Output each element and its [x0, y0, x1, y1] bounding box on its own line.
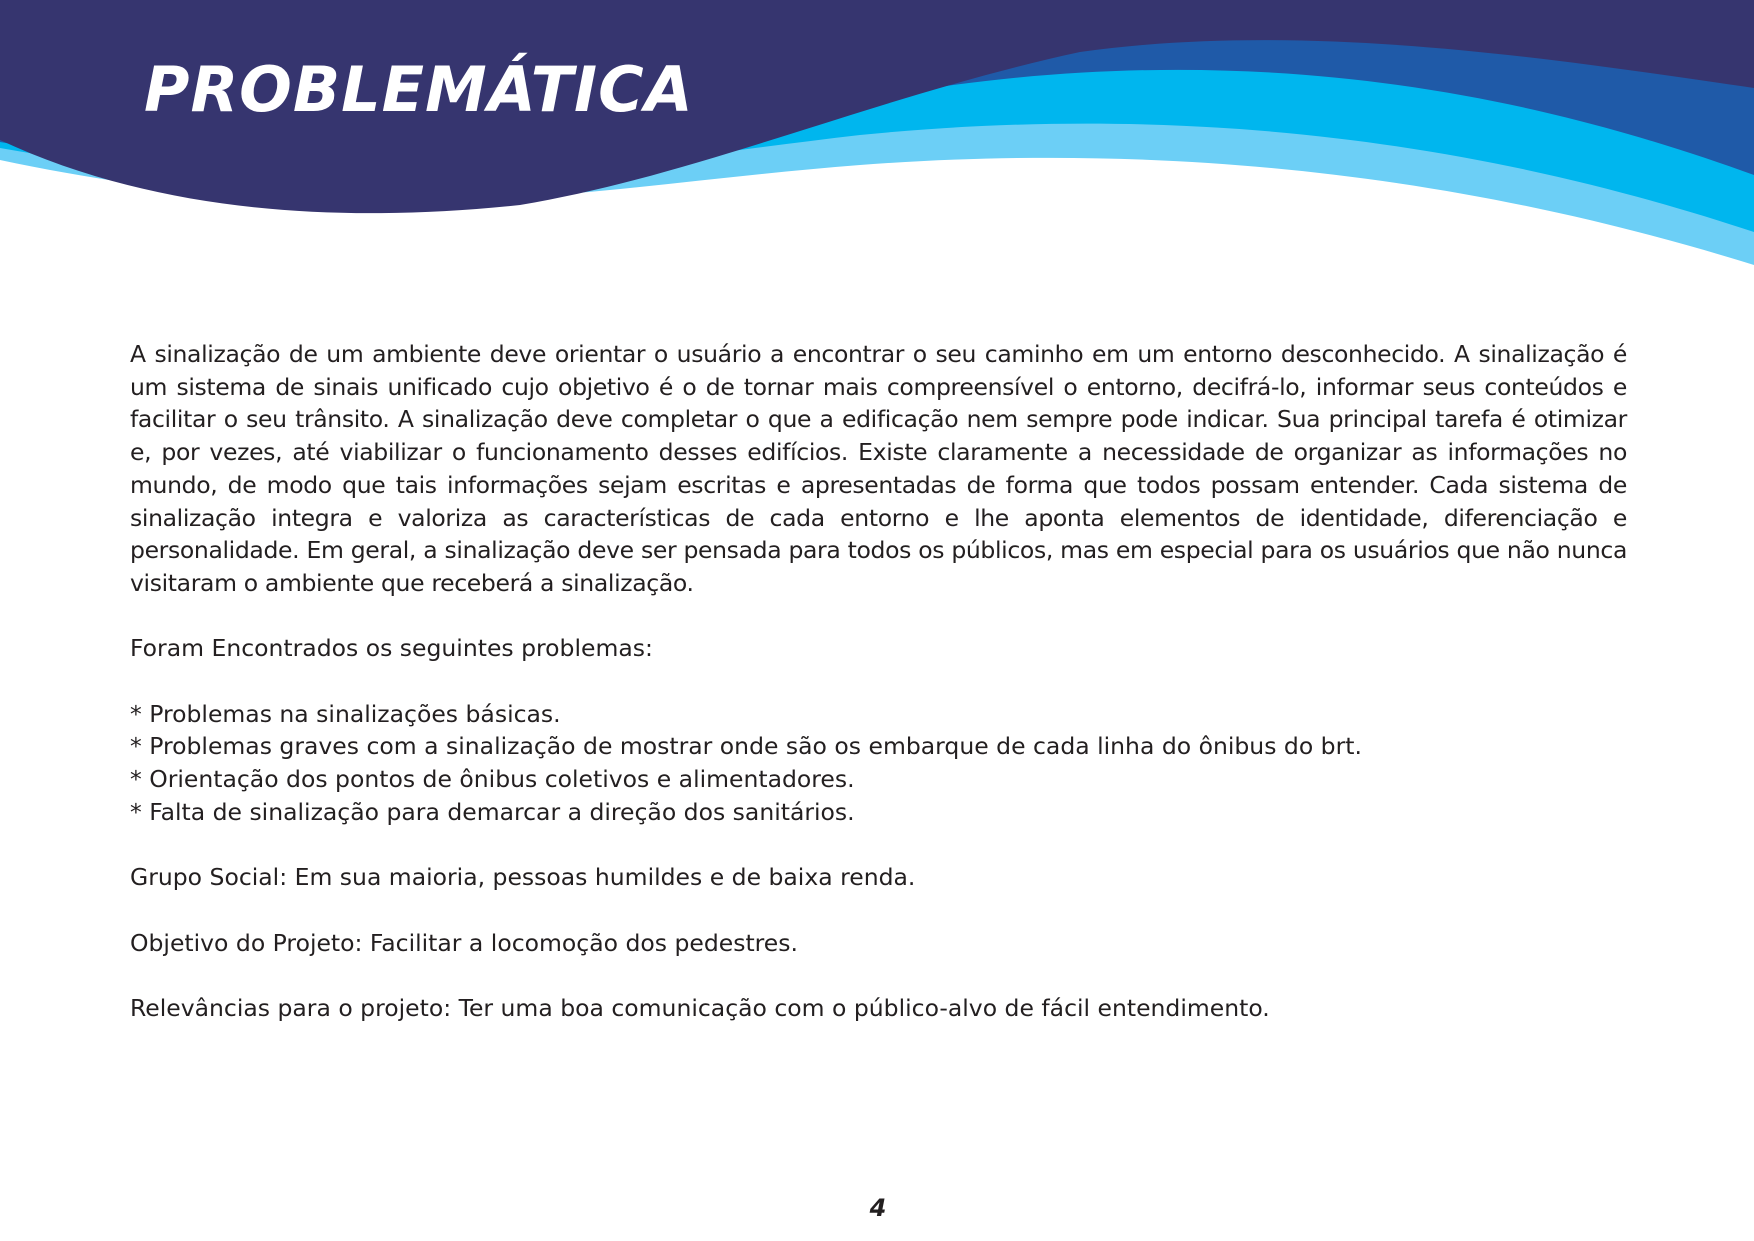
list-item: * Orientação dos pontos de ônibus coletivos e alimentadores.	[130, 765, 855, 794]
project-objective-text: Objetivo do Projeto: Facilitar a locomoção dos pedestres.	[130, 928, 798, 957]
page-title: PROBLEMÁTICA	[144, 53, 694, 126]
project-relevance-text: Relevâncias para o projeto: Ter uma boa comunicação com o público-alvo de fácil entendimento.	[130, 993, 1270, 1022]
social-group-text: Grupo Social: Em sua maioria, pessoas humildes e de baixa renda.	[130, 863, 916, 892]
problem-list	[130, 698, 1627, 829]
problems-intro: Foram Encontrados os seguintes problemas:	[130, 634, 653, 663]
list-item: * Problemas na sinalizações básicas.	[130, 699, 561, 728]
header-wave-banner	[0, 0, 1754, 280]
intro-paragraph: A sinalização de um ambiente deve orientar o usuário a encontrar o seu caminho em um entorno desconhecido. A sinalização é um sistema de sinais unificado cujo objetivo é o de tornar mais compreensível o entorno, decifrá-lo, informar seus conteúdos e facilitar o seu trânsito. A sinalização deve completar o que a edificação nem sempre pode indicar. Sua principal tarefa é otimizar e, por vezes, até viabilizar o funcionamento desses edifícios. Existe claramente a necessidade de organizar as informações no mundo, de modo que tais informações sejam escritas e apresentadas de forma que todos possam entender. Cada sistema de sinalização integra e valoriza as características de cada entorno e lhe aponta elementos de identidade, diferenciação e personalidade. Em geral, a sinalização deve ser pensada para todos os públicos, mas em especial para os usuários que não nunca visitaram o ambiente que receberá a sinalização.	[130, 340, 1627, 597]
list-item: * Problemas graves com a sinalização de mostrar onde são os embarque de cada linha do ônibus do brt.	[130, 732, 1362, 761]
page-number: 4	[869, 1194, 887, 1222]
document-body	[130, 338, 1627, 1025]
list-item: * Falta de sinalização para demarcar a direção dos sanitários.	[130, 797, 855, 826]
